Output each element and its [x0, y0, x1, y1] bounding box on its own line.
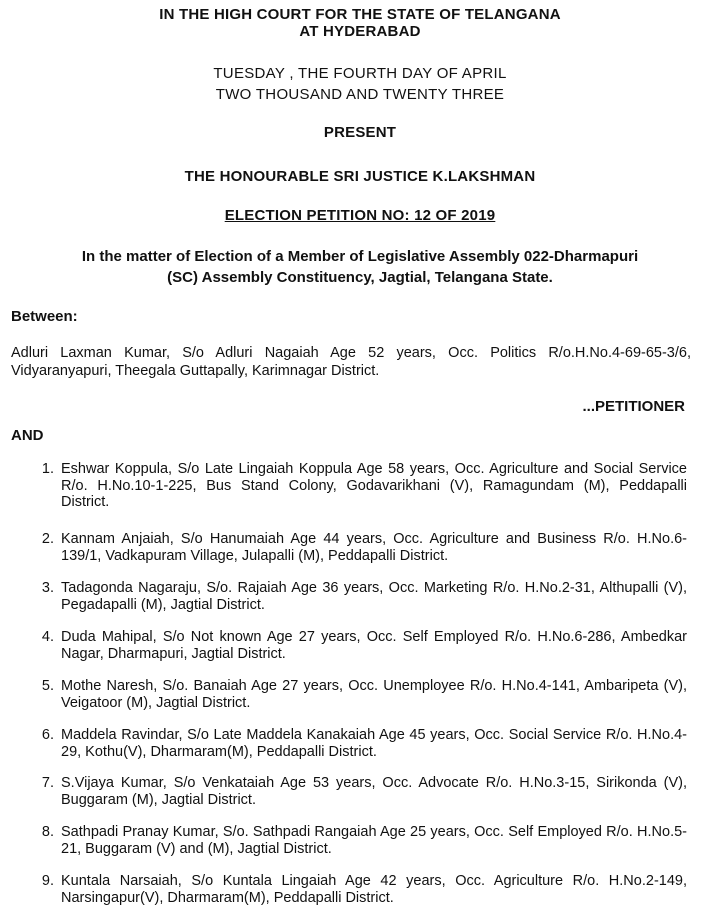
matter-line-2: (SC) Assembly Constituency, Jagtial, Telangana State.	[167, 269, 553, 286]
respondent-details: Kannam Anjaiah, S/o Hanumaiah Age 44 years, Occ. Agriculture and Business R/o. H.No.6-139/1, Vadkapuram Village, Julapalli (M), Peddapalli District.	[61, 531, 687, 564]
respondent-number: 3.	[41, 580, 54, 596]
present-heading: PRESENT	[323, 124, 397, 141]
between-label: Between:	[11, 308, 78, 325]
respondent-details: Tadagonda Nagaraju, S/o. Rajaiah Age 36 years, Occ. Marketing R/o. H.No.2-31, Althupalli (V), Pegadapalli (M), Jagtial District.	[61, 580, 687, 613]
respondent-number: 9.	[41, 873, 54, 889]
respondent-details: Mothe Naresh, S/o. Banaiah Age 27 years, Occ. Unemployee R/o. H.No.4-141, Ambaripeta (V), Veigatoor (M), Jagtial District.	[61, 678, 687, 711]
respondent-number: 4.	[41, 629, 54, 645]
respondent-number: 8.	[41, 824, 54, 840]
petitioner-details: Adluri Laxman Kumar, S/o Adluri Nagaiah Age 52 years, Occ. Politics R/o.H.No.4-69-65-3/6, Vidyaranyapuri, Theegala Guttapally, Karimnagar District.	[11, 345, 691, 379]
matter-statement	[20, 246, 700, 288]
matter-line-1: In the matter of Election of a Member of Legislative Assembly 022-Dharmapuri	[81, 248, 639, 265]
respondent-details: Kuntala Narsaiah, S/o Kuntala Lingaiah Age 42 years, Occ. Agriculture R/o. H.No.2-149, Narsingapur(V), Dharmaram(M), Peddapalli District.	[61, 873, 687, 906]
judge-name: THE HONOURABLE SRI JUSTICE K.LAKSHMAN	[184, 168, 536, 185]
court-title: IN THE HIGH COURT FOR THE STATE OF TELANGANA	[159, 6, 561, 23]
case-number-text: ELECTION PETITION NO: 12 OF 2019	[224, 207, 496, 224]
petitioner-role: ...PETITIONER	[582, 398, 685, 415]
date-line-2: TWO THOUSAND AND TWENTY THREE	[215, 86, 505, 103]
respondent-number: 6.	[41, 727, 54, 743]
and-label: AND	[11, 427, 44, 444]
respondent-number: 5.	[41, 678, 54, 694]
respondent-number: 7.	[41, 775, 54, 791]
respondent-number: 1.	[41, 461, 54, 477]
respondent-details: Duda Mahipal, S/o Not known Age 27 years, Occ. Self Employed R/o. H.No.6-286, Ambedkar Nagar, Dharmapuri, Jagtial District.	[61, 629, 687, 662]
court-location: AT HYDERABAD	[299, 23, 421, 40]
respondent-details: Eshwar Koppula, S/o Late Lingaiah Koppula Age 58 years, Occ. Agriculture and Social Service R/o. H.No.10-1-225, Bus Stand Colony, Godavarikhani (V), Ramagundam (M), Peddapalli District.	[61, 461, 687, 510]
respondent-details: Sathpadi Pranay Kumar, S/o. Sathpadi Rangaiah Age 25 years, Occ. Self Employed R/o. H.No.5-21, Buggaram (V) and (M), Jagtial District.	[61, 824, 687, 857]
respondent-details: Maddela Ravindar, S/o Late Maddela Kanakaiah Age 45 years, Occ. Social Service R/o. H.No.4-29, Kothu(V), Dharmaram(M), Peddapalli District.	[61, 727, 687, 760]
respondent-details: S.Vijaya Kumar, S/o Venkataiah Age 53 years, Occ. Advocate R/o. H.No.3-15, Sirikonda (V), Buggaram (M), Jagtial District.	[61, 775, 687, 808]
date-line-1: TUESDAY , THE FOURTH DAY OF APRIL	[213, 65, 507, 82]
respondent-number: 2.	[41, 531, 54, 547]
case-number	[0, 207, 720, 224]
